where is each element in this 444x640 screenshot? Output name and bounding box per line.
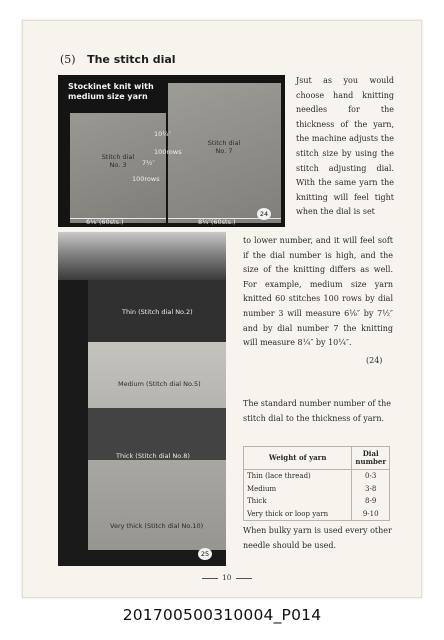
section-heading [60, 53, 176, 66]
table-cell-weight: Medium [247, 484, 277, 493]
rows-label-small: 100rows [132, 175, 160, 183]
band-label-medium: Medium (Stitch dial No.5) [118, 380, 201, 388]
table-row [244, 495, 390, 508]
swatch-small-label: Stitch dial No. 3 [101, 153, 135, 169]
figure-number-badge-2: 25 [198, 548, 212, 560]
table-header-row [244, 447, 390, 470]
dimension-width-large: 8¼″(60sts.) [198, 218, 236, 226]
table-cell-dial: 9-10 [352, 508, 390, 521]
table-cell-weight: Thick [247, 497, 267, 505]
knit-band-very-thick [88, 460, 226, 550]
section-number: (5) [60, 53, 76, 66]
dimension-height-large: 10¼″ [154, 130, 171, 138]
page-number-rule-left [202, 578, 218, 579]
table-row [244, 470, 390, 483]
photo-caption: Stockinet knit with medium size yarn [68, 82, 154, 101]
rows-label-large: 100rows [154, 148, 182, 156]
table-cell-weight: Thin (lace thread) [247, 472, 311, 480]
dimension-width-small: 6⅛″(60sts.) [86, 218, 124, 226]
page-number-rule-right [236, 578, 252, 579]
figure-reference: (24) [366, 356, 383, 365]
image-caption: 201700500310004_P014 [122, 606, 322, 624]
knit-band-medium [88, 342, 226, 408]
table-cell-dial: 3-8 [352, 483, 390, 496]
knitting-machine-photo [58, 232, 226, 566]
table-cell-dial: 8-9 [352, 495, 390, 508]
intro-paragraph: Jsut as you would choose hand knitting needles for the thickness of the yarn, the machine adjusts the stitch size by using the stitch adjusting dial. With the same yarn the knitting will feel tight when the dial is set [296, 76, 394, 217]
header-dial: Dial number [352, 447, 390, 470]
table-row [244, 508, 390, 521]
table-intro-paragraph: The standard number number of the stitch dial to the thickness of yarn. [243, 399, 392, 423]
yarn-dial-table [243, 446, 390, 521]
bulky-yarn-note: When bulky yarn is used every other needle should be used. [243, 526, 392, 550]
table-cell-dial: 0-3 [352, 470, 390, 483]
page-number: 10 [198, 573, 256, 582]
swatch-large-label: Stitch dial No. 7 [207, 139, 241, 155]
knitting-machine-carriage [58, 232, 226, 280]
dimension-height-small: 7½″ [142, 159, 155, 167]
swatch-comparison-photo [58, 75, 285, 227]
band-label-thin: Thin (Stitch dial No.2) [122, 308, 193, 316]
band-label-very-thick: Very thick (Stitch dial No.10) [110, 522, 204, 530]
section-title: The stitch dial [87, 53, 176, 66]
header-weight: Weight of yarn [244, 447, 352, 470]
figure-number-badge: 24 [257, 208, 271, 220]
intro-paragraph-continued: to lower number, and it will feel soft if the dial number is high, and the size of the knitting differs as well. For example, medium size yarn knitted 60 stitches 100 rows by dial number 3 will measure 6⅛″ by 7½″ and by dial number 7 the knitting will measure 8¼″ by 10¼″. [243, 236, 393, 348]
table-cell-weight: Very thick or loop yarn [247, 509, 329, 518]
table-row [244, 483, 390, 496]
band-label-thick: Thick (Stitch dial No.8) [116, 452, 190, 460]
